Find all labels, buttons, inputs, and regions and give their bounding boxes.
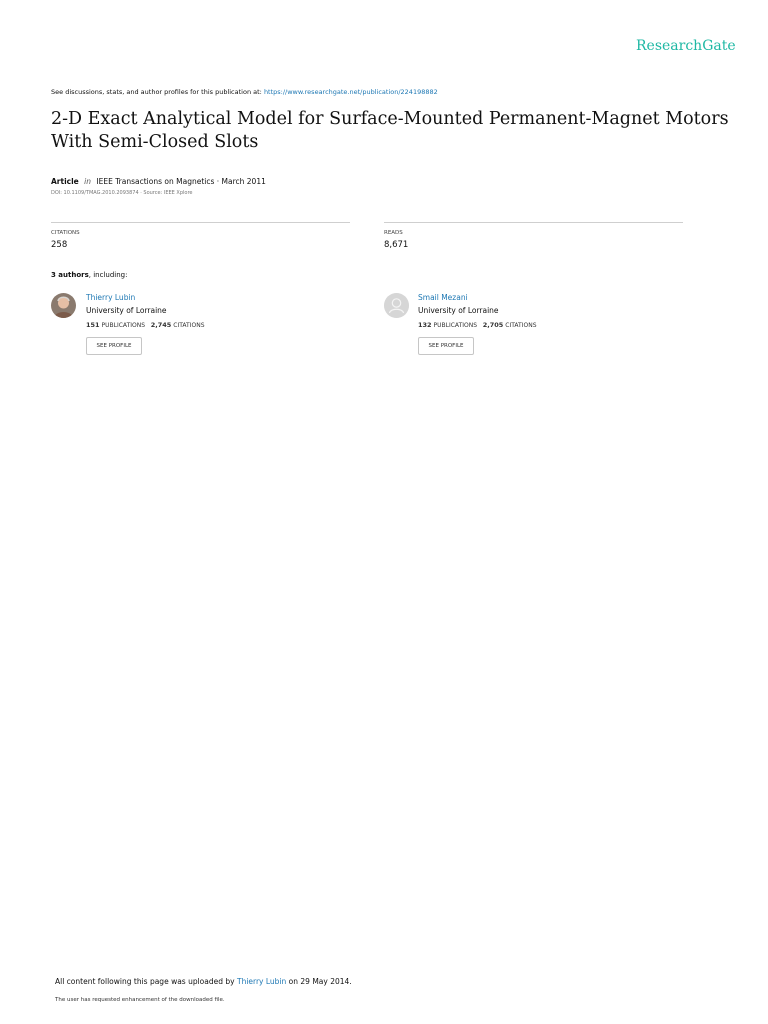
intro-line xyxy=(51,88,438,96)
author-citations-label: CITATIONS xyxy=(505,322,537,329)
author-counts xyxy=(86,321,205,329)
author-citations-count: 2,745 xyxy=(150,321,172,329)
authors-count: 3 authors xyxy=(51,271,89,279)
avatar[interactable] xyxy=(384,293,409,318)
publications-count: 151 xyxy=(86,321,100,329)
upload-notice xyxy=(55,977,352,986)
author-affiliation: University of Lorraine xyxy=(418,306,499,315)
upload-prefix: All content following this page was uploaded by xyxy=(55,977,235,986)
publication-meta xyxy=(51,177,266,186)
researchgate-logo[interactable]: ResearchGate xyxy=(636,38,736,54)
intro-prefix: See discussions, stats, and author profiles for this publication at: xyxy=(51,88,262,96)
reads-label: READS xyxy=(384,230,403,236)
authors-suffix: , including: xyxy=(88,271,128,279)
author-photo-icon xyxy=(51,293,76,318)
publications-label: PUBLICATIONS xyxy=(433,322,478,329)
authors-header xyxy=(51,271,127,279)
author-name-link[interactable]: Smail Mezani xyxy=(418,293,468,302)
default-user-icon xyxy=(384,293,409,318)
see-profile-button[interactable]: SEE PROFILE xyxy=(86,337,142,355)
upload-suffix: on 29 May 2014. xyxy=(288,977,352,986)
uploader-link[interactable]: Thierry Lubin xyxy=(236,977,287,986)
author-citations-label: CITATIONS xyxy=(173,322,205,329)
doi-line: DOI: 10.1109/TMAG.2010.2093874 · Source: IEEE Xplore xyxy=(51,190,193,196)
publication-title: 2-D Exact Analytical Model for Surface-Mounted Permanent-Magnet Motors With Semi-Closed Slots xyxy=(51,109,729,152)
in-word: in xyxy=(84,177,91,186)
publication-venue: IEEE Transactions on Magnetics · March 2011 xyxy=(96,177,266,186)
avatar[interactable] xyxy=(51,293,76,318)
citations-value: 258 xyxy=(51,240,68,250)
enhancement-note: The user has requested enhancement of the downloaded file. xyxy=(55,997,225,1003)
publications-count: 132 xyxy=(418,321,432,329)
reads-value: 8,671 xyxy=(384,240,409,250)
citations-label: CITATIONS xyxy=(51,230,80,236)
see-profile-button[interactable]: SEE PROFILE xyxy=(418,337,474,355)
author-name-link[interactable]: Thierry Lubin xyxy=(86,293,136,302)
author-affiliation: University of Lorraine xyxy=(86,306,167,315)
divider-left xyxy=(51,222,350,223)
publication-url-link[interactable]: https://www.researchgate.net/publication/224198882 xyxy=(263,88,438,96)
divider-right xyxy=(384,222,683,223)
author-citations-count: 2,705 xyxy=(482,321,504,329)
author-counts xyxy=(418,321,537,329)
publication-type: Article xyxy=(51,177,79,186)
publications-label: PUBLICATIONS xyxy=(101,322,146,329)
